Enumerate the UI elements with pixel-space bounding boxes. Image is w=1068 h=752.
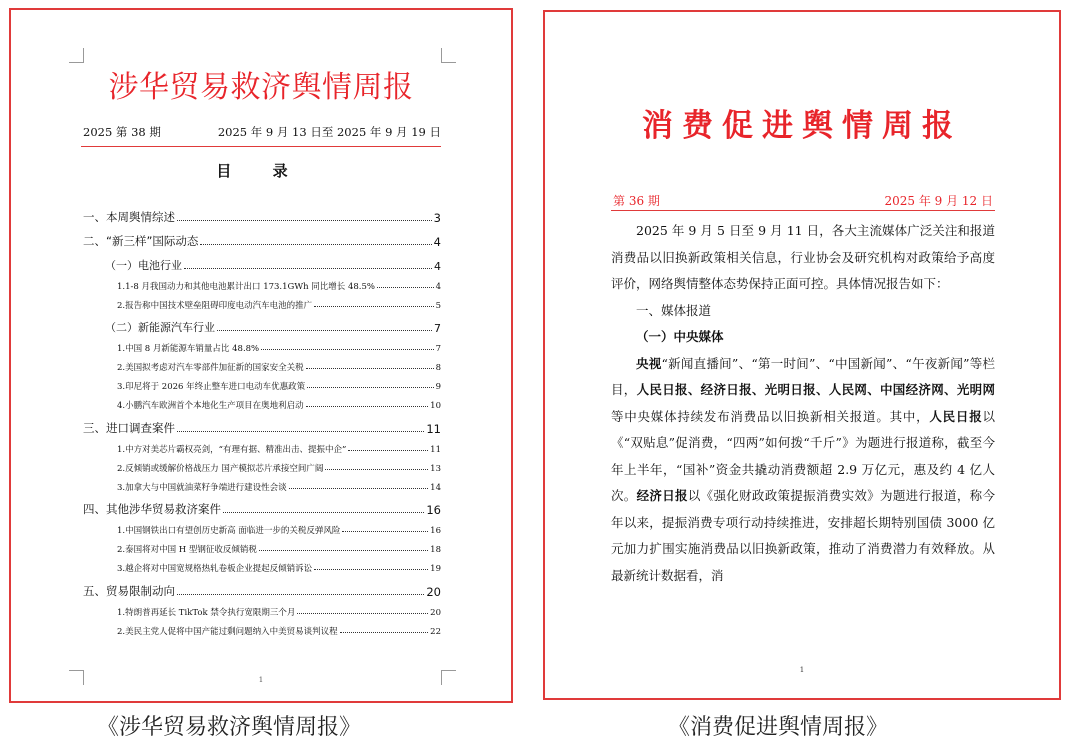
caption-right: 《消费促进舆情周报》 xyxy=(668,715,889,740)
page-number: 1 xyxy=(799,666,805,674)
toc-leader xyxy=(223,512,424,513)
toc-leader xyxy=(325,469,428,470)
toc-leader xyxy=(342,531,428,532)
body-text: 以《“双贴息”促消费，“四两”如何拨“千斤”》为题进行报道称，截至今年上半年，“国补”资金共撬动消费额超 2.9 万亿元，惠及约 4 亿人次。 xyxy=(611,408,995,503)
toc-entry-page: 14 xyxy=(430,482,441,493)
toc-leader xyxy=(217,330,432,331)
toc-entry-page: 4 xyxy=(435,282,441,292)
toc-leader xyxy=(259,550,428,551)
toc-entry[interactable] xyxy=(83,411,441,436)
date-range: 2025 年 9 月 13 日至 2025 年 9 月 19 日 xyxy=(217,125,441,139)
toc-entry[interactable] xyxy=(83,618,441,637)
toc-entry-title: 3.加拿大与中国就油菜籽争端进行建设性会谈 xyxy=(117,482,287,493)
toc-entry-title: 1.中国 8 月新能源车销量占比 48.8% xyxy=(117,344,260,354)
crop-mark xyxy=(441,48,456,63)
toc-entry-title: 三、进口调查案件 xyxy=(83,420,175,435)
toc-entry-title: 四、其他涉华贸易救济案件 xyxy=(83,502,221,516)
caption-left: 《涉华贸易救济舆情周报》 xyxy=(97,715,362,740)
table-of-contents xyxy=(83,200,441,637)
header-rule xyxy=(81,146,441,147)
toc-entry[interactable] xyxy=(83,493,441,518)
toc-entry[interactable] xyxy=(83,225,441,250)
report-meta xyxy=(613,192,993,209)
toc-entry-title: 4.小鹏汽车欧洲首个本地化生产项目在奥地利启动 xyxy=(117,401,304,411)
toc-entry[interactable] xyxy=(83,574,441,599)
page-number: 1 xyxy=(258,676,264,684)
toc-entry-title: 2.美国拟考虑对汽车零部件加征新的国家安全关税 xyxy=(117,363,304,373)
media-name: 经济日报 xyxy=(636,488,688,503)
body-text: 等中央媒体持续发布消费品以旧换新相关报道。其中， xyxy=(611,408,930,424)
toc-entry[interactable] xyxy=(83,311,441,335)
toc-entry-title: （二）新能源汽车行业 xyxy=(105,321,215,334)
toc-entry-page: 4 xyxy=(433,235,441,249)
issue-number: 第 36 期 xyxy=(613,194,660,208)
toc-leader xyxy=(184,268,432,269)
body-paragraph xyxy=(611,351,995,590)
toc-entry-title: （一）电池行业 xyxy=(105,259,182,272)
toc-leader xyxy=(314,569,428,570)
toc-leader xyxy=(261,349,433,350)
report-body xyxy=(611,218,995,589)
toc-entry-page: 5 xyxy=(435,301,441,311)
toc-entry-title: 1.中方对美芯片霸权亮剑，“有理有据、精准出击、提振中企” xyxy=(117,444,347,455)
toc-entry-page: 3 xyxy=(433,210,441,225)
toc-entry-title: 3.越企将对中国宽规格热轧卷板企业提起反倾销诉讼 xyxy=(117,564,313,574)
media-name: 央视 xyxy=(636,355,662,371)
toc-entry-title: 2.报告称中国技术壁垒阻碍印度电动汽车电池的推广 xyxy=(117,301,313,311)
toc-entry-title: 1.1-8 月我国动力和其他电池累计出口 173.1GWh 同比增长 48.5% xyxy=(117,282,375,292)
toc-entry-title: 1.中国钢铁出口有望创历史新高 面临进一步的关税反弹风险 xyxy=(117,526,341,536)
toc-entry[interactable] xyxy=(83,599,441,618)
toc-entry-page: 7 xyxy=(434,322,441,335)
toc-leader xyxy=(307,387,433,388)
toc-entry[interactable] xyxy=(83,392,441,411)
toc-entry[interactable] xyxy=(83,436,441,455)
toc-entry[interactable] xyxy=(83,536,441,555)
toc-entry-page: 16 xyxy=(430,526,441,536)
crop-mark xyxy=(69,48,84,63)
toc-heading: 目 录 xyxy=(216,162,306,180)
report-title: 涉华贸易救济舆情周报 xyxy=(108,70,414,105)
subsection-heading: （一）中央媒体 xyxy=(636,329,724,344)
intro-paragraph: 2025 年 9 月 5 日至 9 月 11 日，各大主流媒体广泛关注和报道消费品以旧换新政策相关信息，行业协会及研究机构对政策给予高度评价，网络舆情整体态势保持正面可控。具体情况报告如下： xyxy=(611,223,995,291)
toc-entry-title: 2.反倾销或缓解价格战压力 国产模拟芯片承接空间广阔 xyxy=(117,463,324,474)
toc-entry[interactable] xyxy=(83,373,441,392)
toc-entry-page: 10 xyxy=(430,401,441,411)
toc-leader xyxy=(177,431,424,432)
toc-entry[interactable] xyxy=(83,354,441,373)
toc-leader xyxy=(306,406,429,407)
media-name-list: 人民日报、经济日报、光明日报、人民网、中国经济网、光明网 xyxy=(636,382,995,397)
issue-number: 2025 第 38 期 xyxy=(83,125,161,139)
toc-entry[interactable] xyxy=(83,273,441,292)
toc-entry-page: 22 xyxy=(430,626,441,637)
toc-entry-page: 20 xyxy=(430,607,441,618)
toc-leader xyxy=(306,368,434,369)
toc-entry-title: 1.特朗普再延长 TikTok 禁令执行宽限期三个月 xyxy=(117,607,296,618)
toc-leader xyxy=(289,488,429,489)
toc-entry-page: 8 xyxy=(435,363,441,373)
toc-entry[interactable] xyxy=(83,474,441,493)
toc-entry-title: 五、贸易限制动向 xyxy=(83,583,175,598)
toc-leader xyxy=(297,613,428,614)
toc-entry-page: 13 xyxy=(430,463,441,474)
toc-entry[interactable] xyxy=(83,555,441,574)
toc-entry-page: 19 xyxy=(430,564,441,574)
toc-entry-page: 20 xyxy=(426,584,441,599)
toc-entry-page: 4 xyxy=(434,260,441,273)
toc-entry-title: 3.印尼将于 2026 年终止整车进口电动车优惠政策 xyxy=(117,382,306,392)
report-page-right xyxy=(543,10,1061,700)
body-text: “新闻直播间”、“第一时间”、“中国新闻”、“午夜新闻”等栏目， xyxy=(611,355,995,397)
toc-entry-title: 一、本周舆情综述 xyxy=(83,209,175,224)
media-name: 人民日报 xyxy=(929,408,983,424)
toc-entry-page: 18 xyxy=(430,545,441,555)
toc-entry-page: 16 xyxy=(426,503,441,517)
toc-entry[interactable] xyxy=(83,249,441,273)
section-heading: 一、媒体报道 xyxy=(636,302,712,318)
toc-entry[interactable] xyxy=(83,335,441,354)
toc-leader xyxy=(314,306,433,307)
toc-leader xyxy=(200,244,431,245)
header-rule xyxy=(611,210,995,211)
toc-entry[interactable] xyxy=(83,200,441,225)
toc-entry[interactable] xyxy=(83,455,441,474)
report-title: 消费促进舆情周报 xyxy=(642,108,962,144)
toc-leader xyxy=(340,632,429,633)
toc-entry-title: 2.美民主党人促将中国产能过剩问题纳入中美贸易谈判议程 xyxy=(117,626,338,637)
toc-leader xyxy=(177,594,424,595)
report-meta xyxy=(83,124,441,140)
toc-leader xyxy=(177,220,432,221)
toc-entry-title: 二、“新三样”国际动态 xyxy=(83,234,199,248)
toc-entry-title: 2.泰国将对中国 H 型钢征收反倾销税 xyxy=(117,545,257,555)
toc-entry-page: 7 xyxy=(435,344,441,354)
toc-entry-page: 11 xyxy=(426,421,441,436)
toc-entry-page: 9 xyxy=(435,382,441,392)
toc-entry[interactable] xyxy=(83,517,441,536)
report-date: 2025 年 9 月 12 日 xyxy=(884,194,993,208)
toc-leader xyxy=(377,287,434,288)
body-text: 以《强化财政政策提振消费实效》为题进行报道，称今年以来，提振消费专项行动持续推进，安排超长期特别国债 3000 亿元加力扩围实施消费品以旧换新政策，推动了消费潜力有效释放。从最新统计数据看，消 xyxy=(611,488,995,583)
toc-leader xyxy=(348,450,428,451)
toc-entry-page: 11 xyxy=(430,444,441,455)
report-page-left xyxy=(9,8,513,703)
toc-entry[interactable] xyxy=(83,292,441,311)
